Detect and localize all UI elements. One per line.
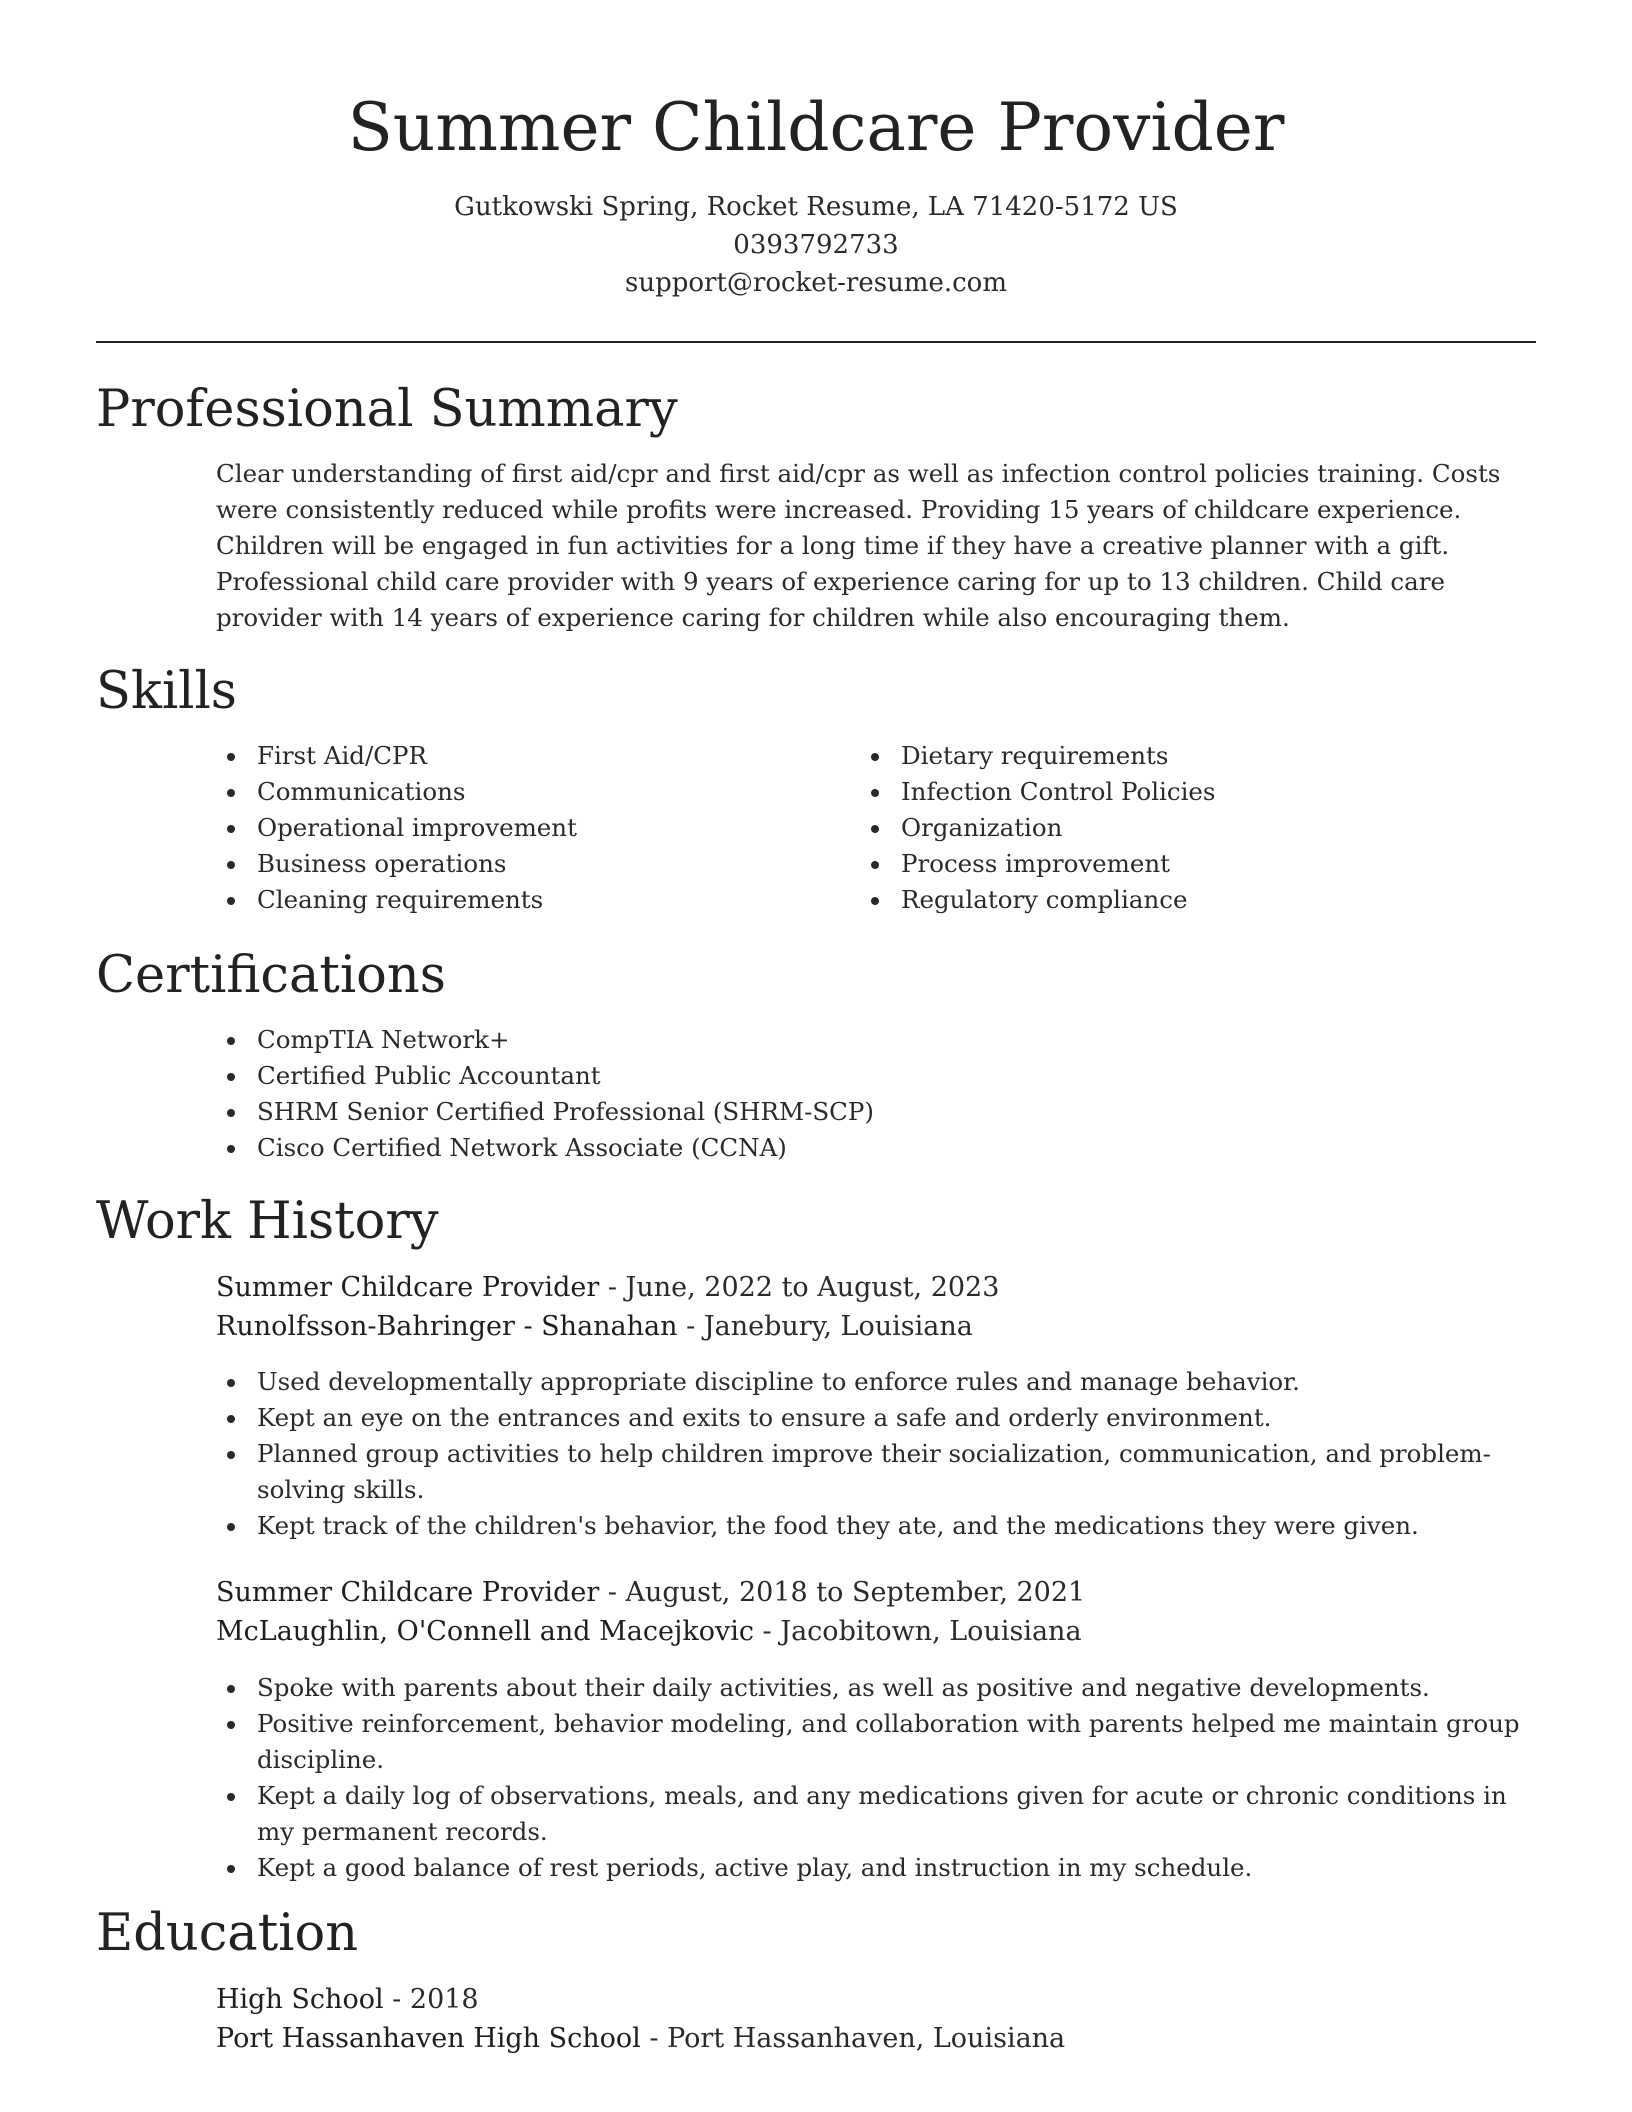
job-duties-list <box>213 1364 1543 1544</box>
section-title-certifications: Certifications <box>96 946 446 1005</box>
job-duties-list <box>213 1670 1543 1886</box>
education-location: Port Hassanhaven, Louisiana <box>667 2023 1066 2054</box>
skill-item: Cleaning requirements <box>213 882 833 918</box>
contact-email: support@rocket-resume.com <box>624 268 1007 298</box>
skill-item: Business operations <box>213 846 833 882</box>
separator: - <box>599 1577 626 1608</box>
job-company-line <box>216 1612 1536 1652</box>
job-company-line <box>216 1307 1536 1347</box>
job-location: Jacobitown, Louisiana <box>780 1616 1082 1647</box>
education-school-line <box>216 2019 1536 2059</box>
section-title-skills: Skills <box>96 662 237 721</box>
candidate-name: Summer Childcare Provider <box>347 89 1285 166</box>
certification-item: Certified Public Accountant <box>213 1058 1533 1094</box>
job-duty-item: Kept a good balance of rest periods, active play, and instruction in my schedule. <box>213 1850 1543 1886</box>
skill-item: Organization <box>857 810 1477 846</box>
certification-item: CompTIA Network+ <box>213 1022 1533 1058</box>
job-duty-item: Kept a daily log of observations, meals, and any medications given for acute or chronic conditions in my permanent records. <box>213 1778 1543 1850</box>
job-duty-item: Spoke with parents about their daily activities, as well as positive and negative developments. <box>213 1670 1543 1706</box>
contact-info <box>96 188 1536 302</box>
separator: - <box>640 2023 668 2054</box>
job-duty-item: Kept an eye on the entrances and exits to ensure a safe and orderly environment. <box>213 1400 1543 1436</box>
job-company: Runolfsson-Bahringer - Shanahan <box>216 1311 678 1342</box>
certification-item: Cisco Certified Network Associate (CCNA) <box>213 1130 1533 1166</box>
job-dates: August, 2018 to September, 2021 <box>625 1577 1086 1608</box>
section-title-work-history: Work History <box>96 1192 439 1251</box>
separator: - <box>383 1984 410 2015</box>
skill-item: Process improvement <box>857 846 1477 882</box>
section-title-education: Education <box>96 1904 359 1963</box>
header-divider <box>96 341 1536 343</box>
skill-item: Regulatory compliance <box>857 882 1477 918</box>
skill-item: First Aid/CPR <box>213 738 833 774</box>
job-duty-item: Kept track of the children's behavior, the food they ate, and the medications they were given. <box>213 1508 1543 1544</box>
job-role: Summer Childcare Provider <box>216 1577 600 1608</box>
education-degree: High School <box>216 1984 384 2015</box>
skill-item: Communications <box>213 774 833 810</box>
contact-phone: 0393792733 <box>733 230 899 260</box>
job-duty-item: Used developmentally appropriate discipline to enforce rules and manage behavior. <box>213 1364 1543 1400</box>
skills-list-right <box>857 738 1477 918</box>
job-duty-item: Positive reinforcement, behavior modeling, and collaboration with parents helped me maintain group discipline. <box>213 1706 1543 1778</box>
summary-text: Clear understanding of first aid/cpr and first aid/cpr as well as infection control policies training. Costs were consistently reduced while profits were increased. Providing 15 years of childcare experience. Children will be engaged in fun activities for a long time if they have a creative planner with a gift. Professional child care provider with 9 years of experience caring for up to 13 children. Child care provider with 14 years of experience caring for children while also encouraging them. <box>216 459 1501 632</box>
certifications-list <box>213 1022 1533 1166</box>
education-degree-line <box>216 1980 1536 2020</box>
job-title-line <box>216 1268 1536 1308</box>
job-company: McLaughlin, O'Connell and Macejkovic <box>216 1616 754 1647</box>
certification-item: SHRM Senior Certified Professional (SHRM-SCP) <box>213 1094 1533 1130</box>
resume-header <box>96 80 1536 302</box>
separator: - <box>753 1616 781 1647</box>
skill-item: Dietary requirements <box>857 738 1477 774</box>
education-school: Port Hassanhaven High School <box>216 2023 641 2054</box>
skill-item: Infection Control Policies <box>857 774 1477 810</box>
job-title-line <box>216 1573 1536 1613</box>
job-dates: June, 2022 to August, 2023 <box>625 1272 1000 1303</box>
contact-address: Gutkowski Spring, Rocket Resume, LA 71420-5172 US <box>454 192 1178 222</box>
education-year: 2018 <box>409 1984 479 2015</box>
job-location: Janebury, Louisiana <box>703 1311 973 1342</box>
skills-list-left <box>213 738 833 918</box>
job-duty-item: Planned group activities to help children improve their socialization, communication, and problem-solving skills. <box>213 1436 1543 1508</box>
separator: - <box>599 1272 626 1303</box>
job-role: Summer Childcare Provider <box>216 1272 600 1303</box>
section-title-summary: Professional Summary <box>96 380 678 439</box>
skill-item: Operational improvement <box>213 810 833 846</box>
separator: - <box>677 1311 704 1342</box>
